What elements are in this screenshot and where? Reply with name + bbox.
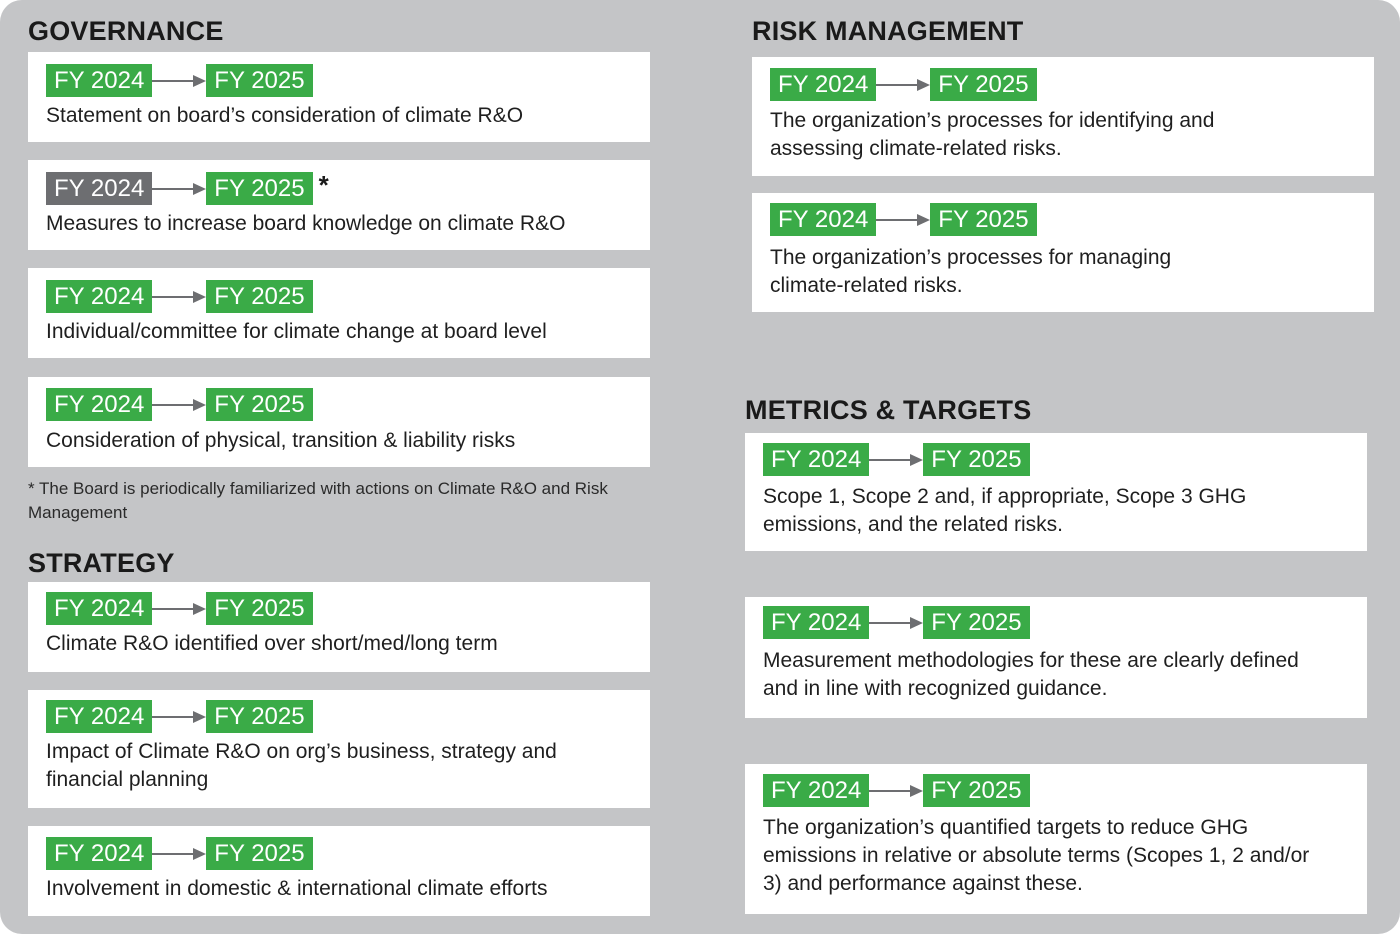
card-description: Involvement in domestic & international climate efforts — [46, 877, 548, 900]
fy-to-badge: FY 2025 — [930, 68, 1036, 101]
card-description: Individual/committee for climate change at board level — [46, 320, 547, 343]
fy-to-badge: FY 2025 — [923, 774, 1029, 807]
strategy-card-1 — [28, 582, 650, 672]
arrow-right-icon — [869, 615, 923, 631]
arrow-right-icon — [152, 181, 206, 197]
risk-card-1 — [752, 57, 1374, 176]
strategy-card-2 — [28, 690, 650, 808]
fy-to-badge: FY 2025 — [923, 606, 1029, 639]
governance-footnote: * The Board is periodically familiarized with actions on Climate R&O and Risk Management — [28, 479, 608, 522]
metrics-card-2 — [745, 597, 1367, 718]
arrow-right-icon — [152, 73, 206, 89]
card-description-line: Scope 1, Scope 2 and, if appropriate, Scope 3 GHG — [763, 485, 1247, 508]
fy-to-badge: FY 2025 — [930, 203, 1036, 236]
fy-to-badge: FY 2025 — [206, 280, 312, 313]
card-description-line: Measurement methodologies for these are clearly defined — [763, 649, 1299, 672]
fy-transition — [46, 388, 313, 421]
fy-transition — [770, 68, 1037, 101]
arrow-right-icon — [152, 601, 206, 617]
card-description: Climate R&O identified over short/med/long term — [46, 632, 498, 655]
fy-from-badge: FY 2024 — [46, 280, 152, 313]
card-description — [770, 244, 1171, 300]
card-description-line: emissions, and the related risks. — [763, 513, 1063, 536]
card-description-line: Impact of Climate R&O on org’s business, strategy and — [46, 740, 557, 763]
fy-from-badge: FY 2024 — [46, 388, 152, 421]
card-description-line: The organization’s processes for managing — [770, 246, 1172, 269]
metrics-targets-title: METRICS & TARGETS — [745, 395, 1032, 425]
fy-transition — [46, 64, 313, 97]
fy-from-badge: FY 2024 — [770, 203, 876, 236]
card-description-line: climate-related risks. — [770, 274, 963, 297]
risk-card-2 — [752, 193, 1374, 312]
card-description: Measures to increase board knowledge on climate R&O — [46, 212, 566, 235]
arrow-right-icon — [152, 846, 206, 862]
fy-from-badge: FY 2024 — [46, 700, 152, 733]
fy-to-badge: FY 2025 — [206, 172, 312, 205]
arrow-right-icon — [869, 452, 923, 468]
fy-transition — [46, 172, 329, 205]
fy-from-badge: FY 2024 — [46, 64, 152, 97]
fy-transition — [763, 774, 1030, 807]
metrics-card-1 — [745, 433, 1367, 551]
card-description-line: and in line with recognized guidance. — [763, 677, 1108, 700]
card-description: Statement on board’s consideration of climate R&O — [46, 104, 524, 127]
fy-from-badge: FY 2024 — [763, 443, 869, 476]
fy-from-badge: FY 2024 — [46, 592, 152, 625]
fy-from-badge: FY 2024 — [46, 837, 152, 870]
card-description — [763, 647, 1299, 703]
card-description: Consideration of physical, transition & liability risks — [46, 429, 516, 452]
fy-to-badge: FY 2025 — [206, 700, 312, 733]
fy-transition — [46, 700, 313, 733]
governance-card-4 — [28, 377, 650, 467]
governance-title: GOVERNANCE — [28, 16, 224, 46]
fy-to-badge: FY 2025 — [206, 388, 312, 421]
strategy-card-3 — [28, 826, 650, 916]
arrow-right-icon — [876, 77, 930, 93]
footnote-marker: * — [318, 170, 329, 200]
strategy-title: STRATEGY — [28, 548, 175, 578]
arrow-right-icon — [869, 783, 923, 799]
card-description-line: The organization’s processes for identifying and — [770, 109, 1215, 132]
fy-from-badge: FY 2024 — [763, 774, 869, 807]
fy-from-badge: FY 2024 — [46, 172, 152, 205]
card-description-line: 3) and performance against these. — [763, 872, 1083, 895]
fy-transition — [46, 592, 313, 625]
card-description-line: emissions in relative or absolute terms (Scopes 1, 2 and/or — [763, 844, 1310, 867]
fy-transition — [763, 443, 1030, 476]
fy-to-badge: FY 2025 — [923, 443, 1029, 476]
fy-transition — [770, 203, 1037, 236]
arrow-right-icon — [152, 397, 206, 413]
fy-transition — [46, 280, 313, 313]
fy-to-badge: FY 2025 — [206, 592, 312, 625]
governance-card-2 — [28, 160, 650, 250]
card-description — [770, 107, 1214, 163]
fy-transition — [46, 837, 313, 870]
governance-card-1 — [28, 52, 650, 142]
card-description — [763, 814, 1309, 898]
fy-transition — [763, 606, 1030, 639]
card-description — [763, 483, 1246, 539]
card-description-line: financial planning — [46, 768, 209, 791]
fy-to-badge: FY 2025 — [206, 64, 312, 97]
card-description — [46, 738, 557, 794]
fy-from-badge: FY 2024 — [770, 68, 876, 101]
fy-from-badge: FY 2024 — [763, 606, 869, 639]
card-description-line: The organization’s quantified targets to reduce GHG — [763, 816, 1249, 839]
risk-management-title: RISK MANAGEMENT — [752, 16, 1024, 46]
metrics-card-3 — [745, 764, 1367, 914]
governance-card-3 — [28, 268, 650, 358]
arrow-right-icon — [152, 709, 206, 725]
arrow-right-icon — [152, 289, 206, 305]
card-description-line: assessing climate-related risks. — [770, 137, 1062, 160]
fy-to-badge: FY 2025 — [206, 837, 312, 870]
arrow-right-icon — [876, 212, 930, 228]
